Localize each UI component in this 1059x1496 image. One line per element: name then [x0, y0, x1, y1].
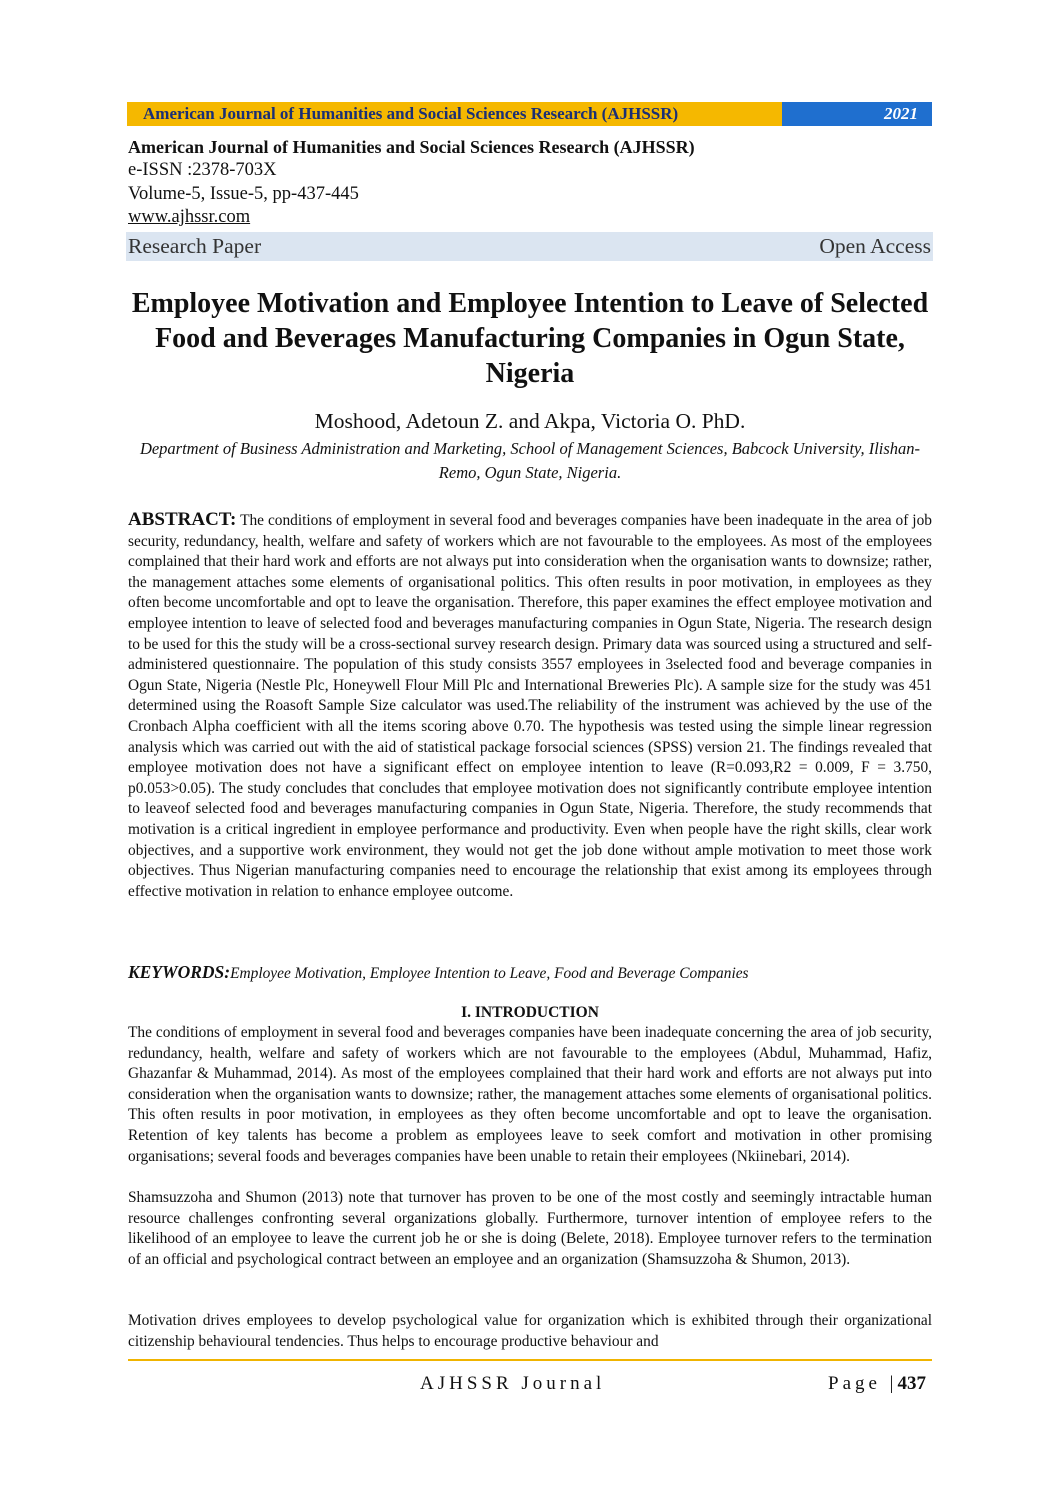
masthead-volume: Volume-5, Issue-5, pp-437-445 — [128, 184, 359, 204]
section-heading-introduction: I. INTRODUCTION — [461, 1004, 599, 1021]
keywords-label: KEYWORDS: — [128, 962, 231, 982]
abstract — [128, 510, 932, 902]
abstract-label: ABSTRACT: — [128, 509, 237, 530]
affiliation: Department of Business Administration and Marketing, School of Management Sciences, Babcock University, Ilishan-Remo, Ogun State, Nigeria. — [139, 439, 921, 482]
intro-paragraph-2: Shamsuzzoha and Shumon (2013) note that turnover has proven to be one of the most costly and seemingly intractable human resource challenges confronting several organizations globally. Furthermore, turnover intention of employee refers to the likelihood of an employee to leave the current job he or she is doing (Belete, 2018). Employee turnover refers to the termination of an official and psychological contract between an employee and an organization (Shamsuzzoha & Shumon, 2013). — [128, 1189, 932, 1268]
journal-website-link[interactable]: www.ajhssr.com — [128, 207, 251, 227]
running-header — [127, 102, 932, 126]
keywords — [128, 962, 932, 984]
intro-paragraph-3: Motivation drives employees to develop psychological value for organization which is exhibited through their organizational citizenship behavioural tendencies. Thus helps to encourage productive behaviour and — [128, 1312, 932, 1350]
keywords-text: Employee Motivation, Employee Intention to Leave, Food and Beverage Companies — [230, 965, 749, 982]
article-type-bar — [126, 232, 933, 261]
footer-journal: AJHSSR Journal — [420, 1373, 606, 1394]
masthead — [128, 136, 933, 229]
running-header-journal: American Journal of Humanities and Social Sciences Research (AJHSSR) — [127, 102, 782, 126]
paper-title: Employee Motivation and Employee Intention to Leave of Selected Food and Beverages Manufacturing Companies in Ogun State, Nigeria — [131, 288, 929, 389]
footer-rule — [128, 1359, 932, 1361]
abstract-text: The conditions of employment in several food and beverages companies have been inadequate in the area of job security, redundancy, health, welfare and safety of workers which are not favourable to the employees. As most of the employees complained that their hard work and efforts are not always put into consideration when the organisation wants to downsize; rather, the management attaches some elements of organisational politics. This often results in poor motivation, in employees as they often become uncomfortable and opt to leave the organisation. Therefore, this paper examines the effect employee motivation and employee intention to leave of selected food and beverages manufacturing companies in Ogun State, Nigeria. The research design to be used for this the study will be a cross-sectional survey research design. Primary data was sourced using a structured and self-administered questionnaire. The population of this study consists 3557 employees in 3selected food and beverage companies in Ogun State, Nigeria (Nestle Plc, Honeywell Flour Mill Plc and International Breweries Plc). A sample size for the study was 451 determined using the Roasoft Sample Size calculator was used.The reliability of the instrument was achieved by the use of the Cronbach Alpha coefficient with all the items scoring above 0.70. The hypothesis was tested using the simple linear regression analysis which was carried out with the aid of statistical package forsocial sciences (SPSS) version 21. The findings revealed that employee motivation does not have a significant effect on employee intention to leave (R=0.093,R2 = 0.009, F = 3.750, p0.053>0.05). The study concludes that concludes that employee motivation does not significantly contribute employee intention to leaveof selected food and beverages manufacturing companies in Ogun State, Nigeria. Therefore, the study recommends that motivation is a critical ingredient in employee performance and productivity. Even when people have the right skills, clear work objectives, and a supportive work environment, they would not get the job done without ample motivation to meet those work objectives. Thus Nigerian manufacturing companies need to encourage the relationship that exist among its employees through effective motivation in relation to enhance employee outcome. — [128, 512, 932, 900]
page-number: 437 — [897, 1373, 926, 1394]
masthead-eissn: e-ISSN :2378-703X — [128, 160, 277, 180]
access-type: Open Access — [819, 234, 931, 258]
authors: Moshood, Adetoun Z. and Akpa, Victoria O. PhD. — [314, 409, 746, 433]
article-type: Research Paper — [128, 234, 262, 258]
page-label: Page | — [828, 1373, 898, 1394]
intro-paragraph-1: The conditions of employment in several food and beverages companies have been inadequate concerning the area of job security, redundancy, health, welfare and safety of workers which are not favourable to the employees (Abdul, Muhammad, Hafiz, Ghazanfar & Muhammad, 2014). As most of the employees complained that their hard work and efforts are not always put into consideration when the organisation wants to downsize; rather, the management attaches some elements of organisational politics. This often results in poor motivation, in employees as they often become uncomfortable and opt to leave the organisation. Retention of key talents has become a problem as employees leave to seek comfort and motivation in other promising organisations; several foods and beverages companies have been unable to retain their employees (Nkiinebari, 2014). — [128, 1024, 932, 1165]
masthead-journal: American Journal of Humanities and Social Sciences Research (AJHSSR) — [128, 137, 695, 157]
running-header-year: 2021 — [782, 102, 932, 126]
footer-page — [828, 1372, 926, 1396]
